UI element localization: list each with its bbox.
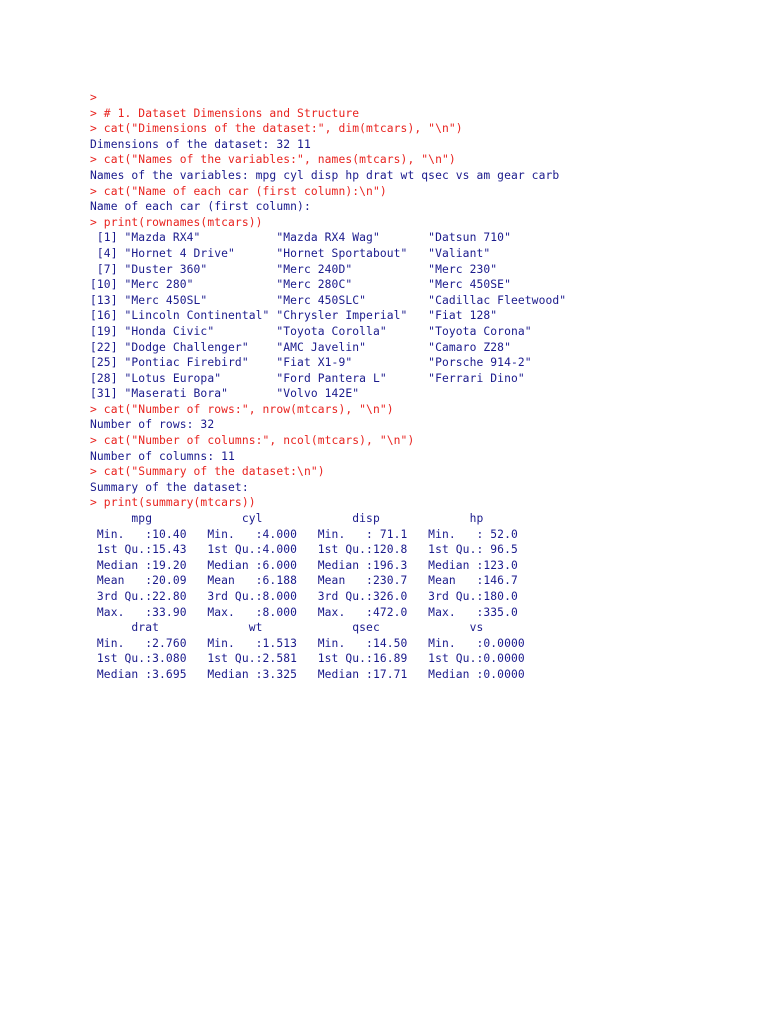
console-output-line: Summary of the dataset:	[90, 480, 249, 494]
console-command-line: > cat("Number of columns:", ncol(mtcars), "\n")	[90, 434, 415, 448]
console-output-line: Median :19.20 Median :6.000 Median :196.3 Median :123.0	[90, 558, 518, 572]
console-command-line: > cat("Dimensions of the dataset:", dim(mtcars), "\n")	[90, 122, 463, 136]
console-output-line: [7] "Duster 360" "Merc 240D" "Merc 230"	[90, 262, 498, 276]
console-command-line: > cat("Summary of the dataset:\n")	[90, 465, 325, 479]
console-command-line: > cat("Name of each car (first column):\n")	[90, 184, 387, 198]
console-output-line: [10] "Merc 280" "Merc 280C" "Merc 450SE"	[90, 278, 511, 292]
console-output-line: Min. :10.40 Min. :4.000 Min. : 71.1 Min. : 52.0	[90, 527, 518, 541]
console-output-line: Max. :33.90 Max. :8.000 Max. :472.0 Max. :335.0	[90, 605, 518, 619]
console-output-line: Number of columns: 11	[90, 449, 235, 463]
console-output-line: drat wt qsec vs	[90, 621, 484, 635]
console-output-line: [31] "Maserati Bora" "Volvo 142E"	[90, 387, 360, 401]
console-command-line: >	[90, 91, 97, 104]
console-output-line: [4] "Hornet 4 Drive" "Hornet Sportabout" "Valiant"	[90, 246, 491, 260]
console-output-line: [25] "Pontiac Firebird" "Fiat X1-9" "Porsche 914-2"	[90, 356, 532, 370]
console-output-line: [22] "Dodge Challenger" "AMC Javelin" "Camaro Z28"	[90, 340, 511, 354]
console-command-line: > print(rownames(mtcars))	[90, 215, 263, 229]
console-output-line: 3rd Qu.:22.80 3rd Qu.:8.000 3rd Qu.:326.0 3rd Qu.:180.0	[90, 590, 518, 603]
console-output-line: Mean :20.09 Mean :6.188 Mean :230.7 Mean :146.7	[90, 574, 518, 588]
console-output-line: Number of rows: 32	[90, 418, 215, 432]
console-output-line: Name of each car (first column):	[90, 200, 311, 214]
console-output-line: Names of the variables: mpg cyl disp hp drat wt qsec vs am gear carb	[90, 168, 560, 182]
console-command-line: > cat("Number of rows:", nrow(mtcars), "\n")	[90, 402, 394, 416]
console-command-line: > # 1. Dataset Dimensions and Structure	[90, 106, 360, 120]
console-command-line: > cat("Names of the variables:", names(mtcars), "\n")	[90, 153, 456, 167]
console-output-line: [13] "Merc 450SL" "Merc 450SLC" "Cadillac Fleetwood"	[90, 293, 567, 307]
console-output-line: 1st Qu.:15.43 1st Qu.:4.000 1st Qu.:120.8 1st Qu.: 96.5	[90, 543, 518, 557]
console-output-line: Min. :2.760 Min. :1.513 Min. :14.50 Min. :0.0000	[90, 636, 525, 650]
console-output-line: mpg cyl disp hp	[90, 512, 484, 526]
console-output-line: [19] "Honda Civic" "Toyota Corolla" "Toyota Corona"	[90, 324, 532, 338]
console-output-line: Median :3.695 Median :3.325 Median :17.71 Median :0.0000	[90, 667, 525, 681]
console-output-line: 1st Qu.:3.080 1st Qu.:2.581 1st Qu.:16.89 1st Qu.:0.0000	[90, 652, 525, 666]
console-output-line: [28] "Lotus Europa" "Ford Pantera L" "Ferrari Dino"	[90, 371, 525, 385]
r-console-output	[90, 90, 566, 683]
console-output-line: Dimensions of the dataset: 32 11	[90, 137, 311, 151]
console-output-line: [16] "Lincoln Continental" "Chrysler Imperial" "Fiat 128"	[90, 309, 498, 323]
console-output-line: [1] "Mazda RX4" "Mazda RX4 Wag" "Datsun 710"	[90, 231, 511, 245]
console-command-line: > print(summary(mtcars))	[90, 496, 256, 510]
